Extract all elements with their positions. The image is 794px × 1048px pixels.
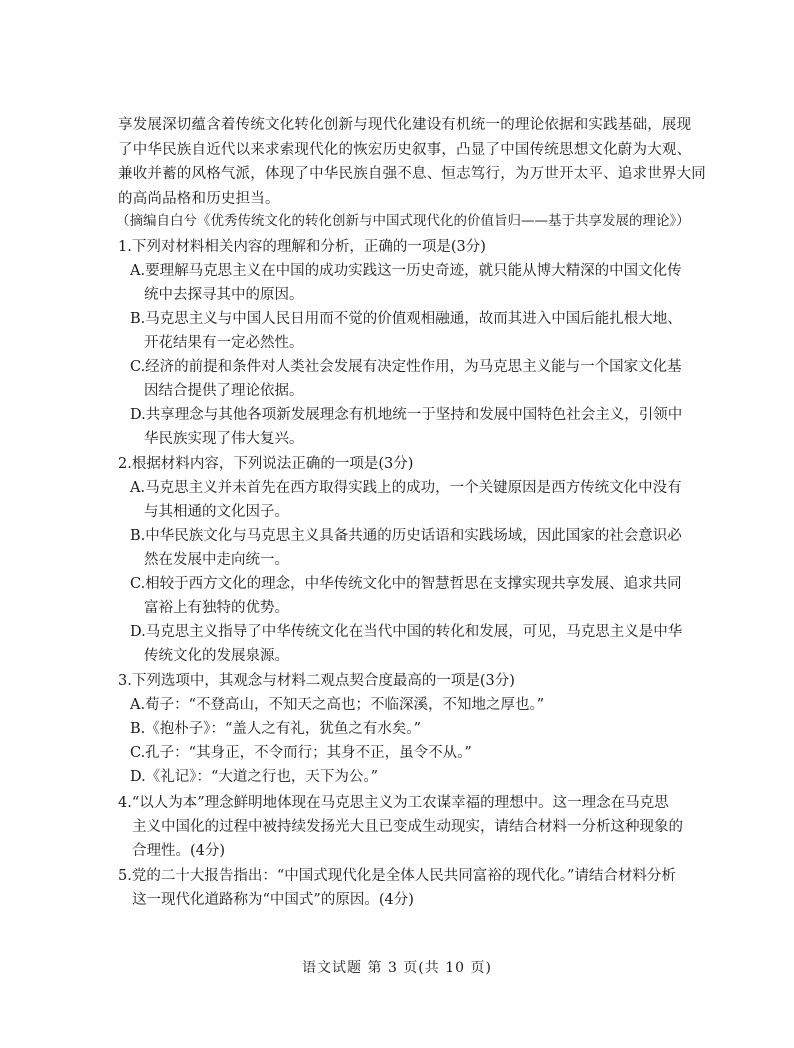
question-1-option-d [130, 403, 685, 451]
option-line: C.孔子：“其身正，不令而行；其身不正，虽令不从。” [130, 745, 472, 761]
passage-tail [118, 113, 706, 211]
question-2-text: 2.根据材料内容，下列说法正确的一项是(3分) [118, 456, 414, 472]
option-line: A.马克思主义并未首先在西方取得实践上的成功，一个关键原因是西方传统文化中没有 [130, 480, 682, 496]
option-line: 与其相通的文化因子。 [144, 504, 289, 520]
question-3-option-b [130, 717, 685, 741]
option-line: 富裕上有独特的优势。 [144, 600, 289, 616]
question-4 [118, 791, 688, 863]
source-citation: （摘编自白兮《优秀传统文化的转化创新与中国式现代化的价值旨归——基于共享发展的理论》） [116, 213, 690, 229]
option-line: A.荀子：“不登高山，不知天之高也；不临深溪，不知地之厚也。” [130, 697, 545, 713]
question-4-line: 4.“以人为本”理念鲜明地体现在马克思主义为工农谋幸福的理想中。这一理念在马克思 [118, 795, 669, 811]
option-line: D.《礼记》：“大道之行也，天下为公。” [130, 769, 379, 785]
question-5-line: 5.党的二十大报告指出：“中国式现代化是全体人民共同富裕的现代化。”请结合材料分析 [118, 868, 676, 884]
question-3-option-a [130, 693, 685, 717]
question-2-option-d [130, 620, 685, 668]
page-footer: 语文试题 第 3 页(共 10 页) [302, 960, 492, 976]
question-2-option-a [130, 476, 685, 524]
question-3-option-d [130, 765, 685, 789]
question-2-option-b [130, 524, 685, 572]
question-5-line: 这一现代化道路称为“中国式”的原因。(4分) [132, 892, 414, 908]
passage-line: 兼收并蓄的风格气派，体现了中华民族自强不息、恒志笃行，为万世开太平、追求世界大同 [118, 166, 706, 182]
option-line: C.经济的前提和条件对人类社会发展有决定性作用，为马克思主义能与一个国家文化基 [130, 359, 682, 375]
option-line: 然在发展中走向统一。 [144, 552, 289, 568]
question-2-stem [118, 452, 688, 476]
option-line: B.中华民族文化与马克思主义具备共通的历史话语和实践场域，因此国家的社会意识必 [130, 528, 682, 544]
question-3-stem [118, 669, 688, 693]
question-1-option-c [130, 355, 685, 403]
option-line: 开花结果有一定必然性。 [144, 335, 304, 351]
question-3-option-c [130, 741, 685, 765]
question-2-option-c [130, 572, 685, 620]
option-line: D.马克思主义指导了中华传统文化在当代中国的转化和发展，可见，马克思主义是中华 [130, 624, 683, 640]
option-line: 统中去探寻其中的原因。 [144, 287, 304, 303]
passage-line: 享发展深切蕴含着传统文化转化创新与现代化建设有机统一的理论依据和实践基础，展现 [118, 117, 692, 133]
question-5 [118, 864, 688, 912]
question-1-stem [118, 235, 688, 259]
option-line: 传统文化的发展泉源。 [144, 648, 289, 664]
question-4-line: 合理性。(4分) [132, 843, 226, 859]
option-line: D.共享理念与其他各项新发展理念有机地统一于坚持和发展中国特色社会主义，引领中 [130, 407, 683, 423]
passage-line: 了中华民族自近代以来求索现代化的恢宏历史叙事，凸显了中国传统思想文化蔚为大观、 [118, 141, 692, 158]
option-line: B.马克思主义与中国人民日用而不觉的价值观相融通，故而其进入中国后能扎根大地、 [130, 311, 682, 327]
question-3-text: 3.下列选项中，其观念与材料二观点契合度最高的一项是(3分) [118, 673, 515, 689]
question-1-option-b [130, 307, 685, 355]
option-line: 华民族实现了伟大复兴。 [144, 431, 304, 447]
option-line: B.《抱朴子》：“盖人之有礼，犹鱼之有水矣。” [130, 721, 422, 737]
option-line: 因结合提供了理论依据。 [144, 383, 304, 399]
question-1-option-a [130, 259, 685, 307]
question-4-line: 主义中国化的过程中被持续发扬光大且已变成生动现实，请结合材料一分析这种现象的 [132, 819, 683, 835]
passage-line: 的高尚品格和历史担当。 [118, 190, 280, 207]
option-line: A.要理解马克思主义在中国的成功实践这一历史奇迹，就只能从博大精深的中国文化传 [130, 263, 682, 279]
question-1-text: 1.下列对材料相关内容的理解和分析，正确的一项是(3分) [118, 239, 486, 255]
option-line: C.相较于西方文化的理念，中华传统文化中的智慧哲思在支撑实现共享发展、追求共同 [130, 576, 682, 592]
